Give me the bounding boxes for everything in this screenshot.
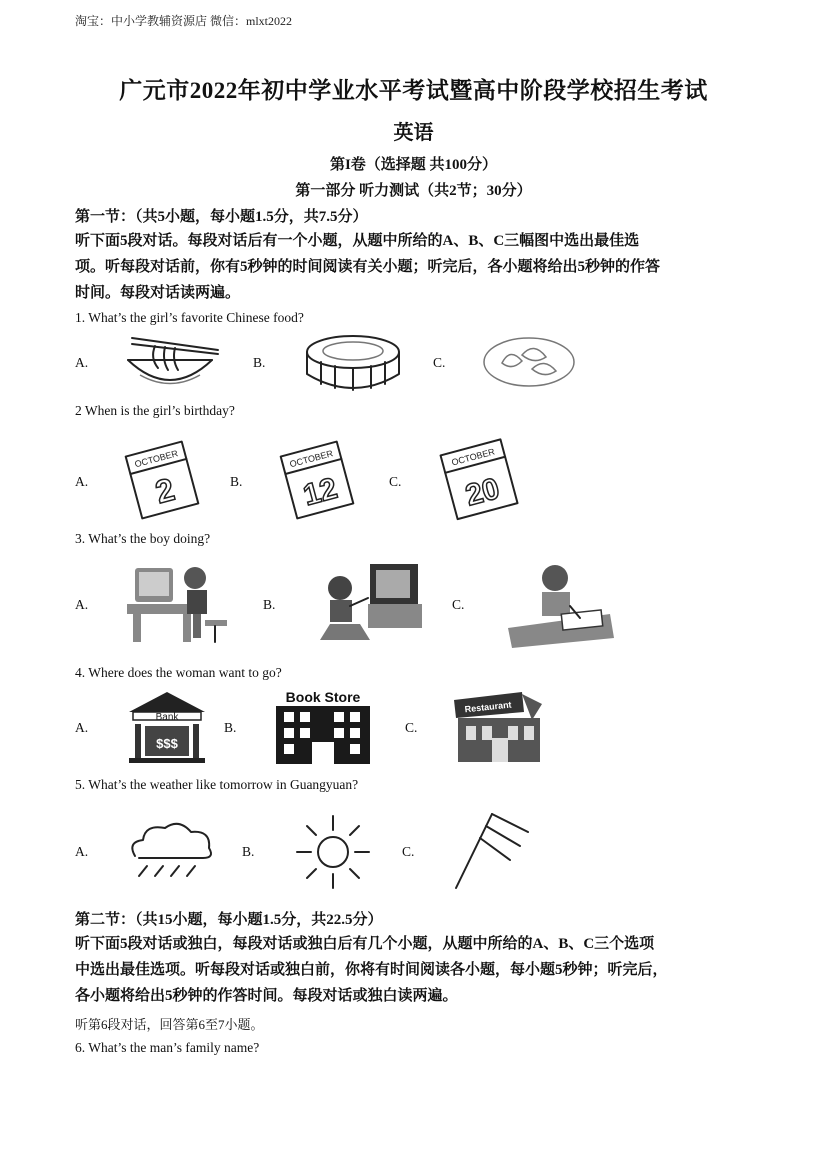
- section1-instructions: [75, 228, 755, 306]
- volume-heading: 第I卷（选择题 共100分）: [329, 157, 498, 173]
- question-4: 4. Where does the woman want to go?: [75, 665, 282, 680]
- option-c-label: C.: [402, 844, 415, 859]
- sun-icon: [293, 812, 373, 892]
- section2-heading: 第二节：（共15小题，每小题1.5分，共22.5分）: [75, 912, 383, 928]
- dumplings-icon: [482, 335, 577, 390]
- option-a-label: A.: [75, 597, 89, 612]
- option-c-label: C.: [389, 474, 402, 489]
- wind-icon: [450, 810, 535, 892]
- bank-icon: [125, 690, 210, 765]
- mooncake-icon: [303, 332, 403, 394]
- option-a-label: A.: [75, 474, 89, 489]
- instruction-line: 听下面5段对话。每段对话后有一个小题，从题中所给的A、B、C三幅图中选出最佳选: [75, 233, 640, 249]
- instruction-line: 各小题将给出5秒钟的作答时间。每段对话或独白读两遍。: [75, 988, 458, 1004]
- option-b-label: B.: [230, 474, 243, 489]
- writing-boy-icon: [500, 558, 620, 650]
- section2-instructions: [75, 931, 755, 1009]
- calendar-month: OCTOBER: [133, 448, 180, 470]
- instruction-line: 时间。每段对话读两遍。: [75, 285, 241, 301]
- question-1: 1. What’s the girl’s favorite Chinese food?: [75, 310, 304, 325]
- bank-money-sign: $$$: [156, 736, 178, 751]
- subject-title: 英语: [393, 122, 434, 144]
- instruction-line: 中选出最佳选项。听每段对话或独白前，你将有时间阅读各小题，每小题5秒钟；听完后，: [75, 962, 668, 978]
- calendar-month: OCTOBER: [288, 448, 335, 470]
- question-6: 6. What’s the man’s family name?: [75, 1040, 260, 1055]
- question-3: 3. What’s the boy doing?: [75, 531, 211, 546]
- option-c-label: C.: [433, 355, 446, 370]
- calendar-icon: [280, 440, 355, 520]
- option-b-label: B.: [224, 720, 237, 735]
- section2-note: 听第6段对话，回答第6至7小题。: [75, 1017, 264, 1032]
- option-a-label: A.: [75, 720, 89, 735]
- noodles-icon: [120, 330, 220, 395]
- restaurant-icon: [452, 690, 547, 766]
- tv-boy-icon: [310, 560, 425, 645]
- option-a-label: A.: [75, 844, 89, 859]
- bank-sign: Bank: [155, 712, 179, 723]
- calendar-icon: [125, 440, 200, 520]
- option-a-label: A.: [75, 355, 89, 370]
- question-5: 5. What’s the weather like tomorrow in Guangyuan?: [75, 777, 359, 792]
- calendar-icon: [440, 438, 520, 520]
- exam-title: 广元市2022年初中学业水平考试暨高中阶段学校招生考试: [119, 78, 708, 103]
- option-b-label: B.: [242, 844, 255, 859]
- bookstore-sign: Book Store: [285, 689, 361, 705]
- part-heading: 第一部分 听力测试（共2节；30分）: [295, 183, 532, 199]
- calendar-day: 2: [151, 470, 179, 511]
- option-c-label: C.: [452, 597, 465, 612]
- option-b-label: B.: [263, 597, 276, 612]
- calendar-month: OCTOBER: [450, 446, 496, 468]
- option-b-label: B.: [253, 355, 266, 370]
- calendar-day: 20: [462, 472, 503, 513]
- section1-heading: 第一节：（共5小题，每小题1.5分，共7.5分）: [75, 209, 368, 225]
- header-note: 淘宝：中小学教辅资源店 微信：mlxt2022: [75, 14, 293, 28]
- computer-boy-icon: [125, 560, 235, 645]
- option-c-label: C.: [405, 720, 418, 735]
- bookstore-icon: [272, 688, 374, 766]
- rain-icon: [125, 820, 217, 880]
- instruction-line: 听下面5段对话或独白，每段对话或独白后有几个小题，从题中所给的A、B、C三个选项: [75, 936, 655, 952]
- calendar-day: 12: [299, 471, 341, 513]
- instruction-line: 项。听每段对话前，你有5秒钟的时间阅读有关小题；听完后，各小题将给出5秒钟的作答: [75, 259, 661, 275]
- restaurant-sign: Restaurant: [464, 699, 513, 715]
- question-2: 2 When is the girl’s birthday?: [75, 403, 235, 418]
